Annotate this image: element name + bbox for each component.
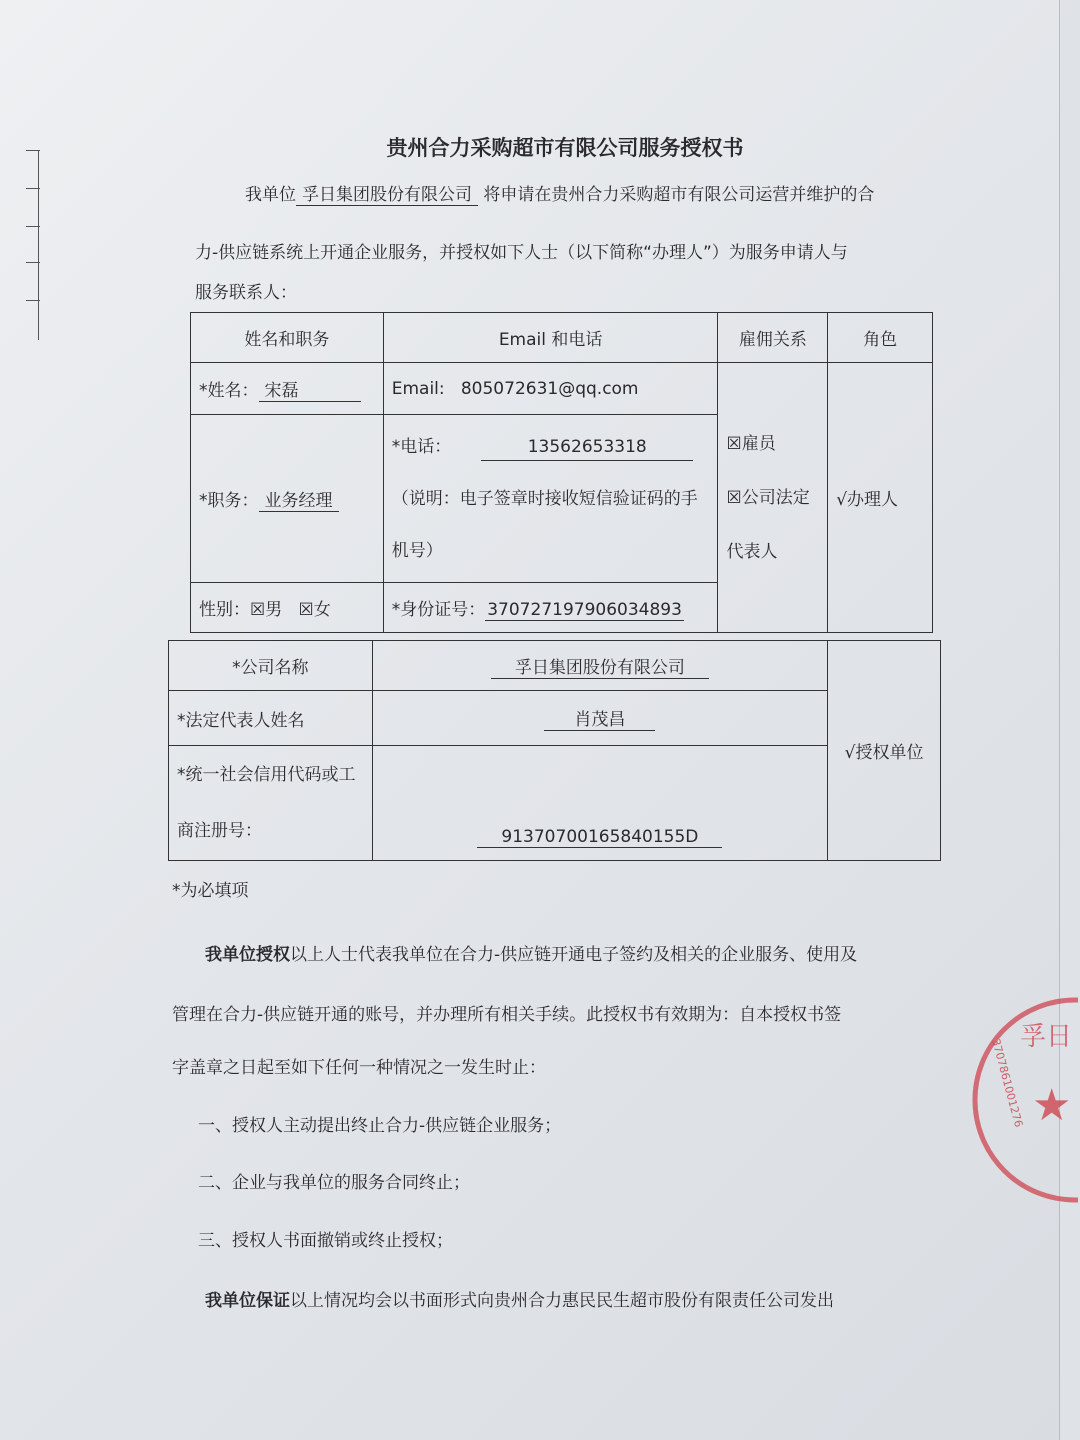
seal-char: 孚日 <box>1020 1022 1073 1052</box>
document-title: 贵州合力采购超市有限公司服务授权书 <box>386 136 744 160</box>
gender-cell <box>191 583 384 633</box>
header-role: 角色 <box>828 313 933 363</box>
id-value: 370727197906034893 <box>487 599 682 620</box>
body-bold: 我单位保证 <box>205 1291 290 1311</box>
id-label: *身份证号： <box>391 599 486 620</box>
condition-item-1: 一、授权人主动提出终止合力-供应链企业服务； <box>198 1116 562 1136</box>
seal-star-icon: ★ <box>1032 1080 1072 1131</box>
title-value: 业务经理 <box>259 486 339 512</box>
condition-item-3: 三、授权人书面撤销或终止授权； <box>198 1231 453 1251</box>
company-role: √授权单位 <box>828 641 941 861</box>
credit-code-label: *统一社会信用代码或工商注册号： <box>169 746 373 861</box>
header-employment: 雇佣关系 <box>718 313 828 363</box>
employment-employee: ☒雇员 <box>726 433 776 454</box>
credit-code-cell <box>372 746 828 861</box>
intro-prefix: 我单位 <box>245 185 296 205</box>
applicant-table <box>190 312 933 633</box>
employment-cell <box>718 363 828 633</box>
body-text: 以上情况均会以书面形式向贵州合力惠民民生超市股份有限责任公司发出 <box>290 1291 834 1311</box>
title-label: *职务： <box>199 490 259 511</box>
email-value: 805072631@qq.com <box>460 378 639 399</box>
credit-code-value: 91370700165840155D <box>477 827 722 848</box>
header-email: Email 和电话 <box>383 313 718 363</box>
company-value: 孚日集团股份有限公司 <box>491 653 709 679</box>
legal-rep-cell <box>372 691 828 746</box>
body-line-3: 字盖章之日起至如下任何一种情况之一发生时止： <box>172 1058 546 1078</box>
email-cell <box>383 363 718 415</box>
company-seal <box>970 995 1078 1205</box>
phone-note: （说明：电子签章时接收短信验证码的手机号） <box>391 488 698 561</box>
name-cell <box>191 363 384 415</box>
intro-line-3: 服务联系人： <box>195 283 297 303</box>
condition-item-2: 二、企业与我单位的服务合同终止； <box>198 1173 470 1193</box>
company-cell <box>372 641 828 691</box>
body-line-4 <box>205 1286 834 1311</box>
header-name: 姓名和职务 <box>191 313 384 363</box>
name-label: *姓名： <box>199 380 259 401</box>
phone-label: *电话： <box>391 436 452 457</box>
body-text: 以上人士代表我单位在合力-供应链开通电子签约及相关的企业服务、使用及 <box>290 945 858 965</box>
gender-label: 性别： <box>199 600 250 620</box>
email-label: Email: <box>391 378 445 399</box>
intro-line-2: 力-供应链系统上开通企业服务，并授权如下人士（以下简称“办理人”）为服务申请人与 <box>195 243 848 263</box>
legal-rep-value: 肖茂昌 <box>544 705 655 731</box>
company-label: *公司名称 <box>169 641 373 691</box>
company-table <box>168 640 941 861</box>
gender-female-checkbox[interactable]: ☒女 <box>298 600 331 620</box>
intro-company: 孚日集团股份有限公司 <box>296 180 478 206</box>
seal-number: 3707861001276 <box>989 1037 1026 1129</box>
intro-line-1 <box>245 180 874 206</box>
name-value: 宋磊 <box>259 376 361 402</box>
margin-line <box>38 150 39 340</box>
phone-cell <box>383 415 718 583</box>
phone-value: 13562653318 <box>481 434 693 461</box>
body-bold: 我单位授权 <box>205 945 290 965</box>
gender-male-checkbox[interactable]: ☒男 <box>250 600 283 620</box>
intro-text: 将申请在贵州合力采购超市有限公司运营并维护的合 <box>483 185 875 205</box>
body-line-2: 管理在合力-供应链开通的账号，并办理所有相关手续。此授权书有效期为：自本授权书签 <box>172 1005 842 1025</box>
underlying-page <box>1059 0 1080 1440</box>
legal-rep-label: *法定代表人姓名 <box>169 691 373 746</box>
title-cell <box>191 415 384 583</box>
required-note: *为必填项 <box>172 881 249 901</box>
id-cell <box>383 583 718 633</box>
role-cell: √办理人 <box>828 363 933 633</box>
body-line-1 <box>205 940 857 965</box>
employment-legal-rep: ☒公司法定代表人 <box>726 487 810 562</box>
